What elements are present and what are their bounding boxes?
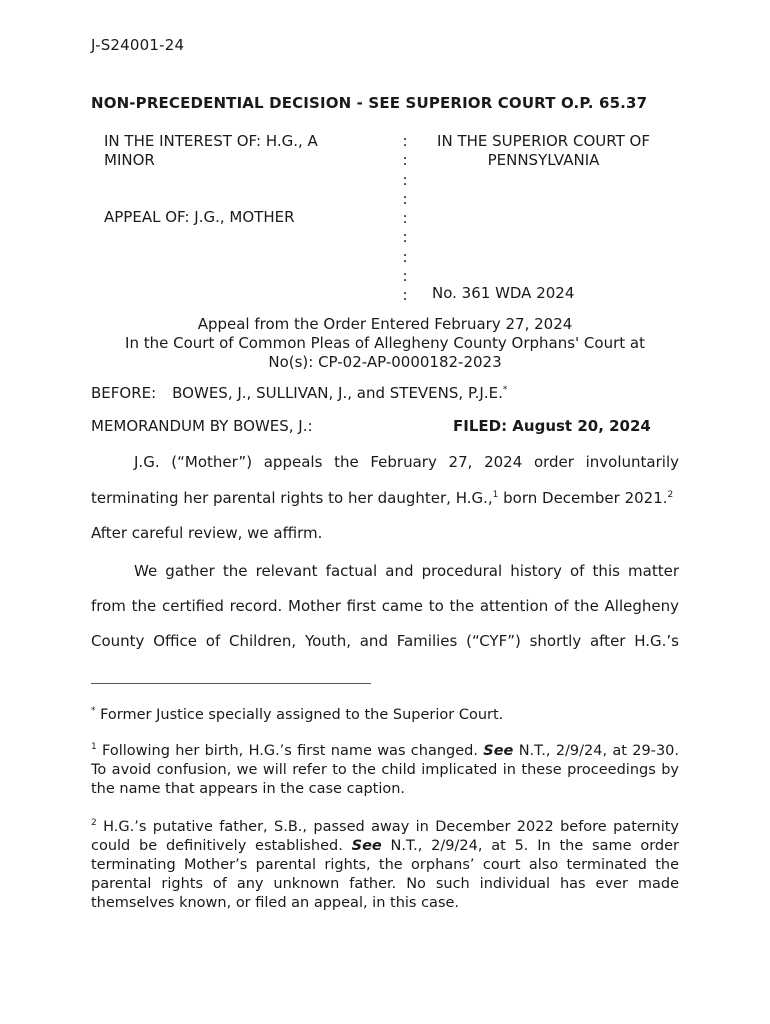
body-line-4-text: We gather the relevant factual and procedural history of this matter: [134, 562, 679, 580]
caption-party: [104, 132, 318, 170]
colon: :: [402, 151, 408, 170]
footnote-1-see: See: [483, 743, 514, 759]
body-line-6-text: County Office of Children, Youth, and Families (“CYF”) shortly after H.G.’s: [91, 632, 679, 650]
court-name-line1: IN THE SUPERIOR COURT OF: [437, 132, 650, 150]
footnote-star: [91, 706, 679, 725]
body-line-4: [91, 562, 679, 580]
memorandum-by: MEMORANDUM BY BOWES, J.:: [91, 417, 313, 435]
footnote-ref-2[interactable]: 2: [667, 490, 674, 500]
colon: :: [402, 132, 408, 150]
colon: :: [402, 189, 408, 208]
before-label: BEFORE:: [91, 384, 157, 402]
footnote-2-see: See: [351, 838, 382, 854]
colon: :: [402, 209, 408, 228]
footnote-2-text-b: N.T., 2/9/24, at 5. In the same order terminating Mother’s parental rights, the orphans’ court also terminated the parental rights of any unknown father. No such individual has ever made themselves known, or filed an appeal, in this case.: [91, 838, 679, 911]
document-id: J-S24001-24: [91, 36, 185, 54]
judges-list: BOWES, J., SULLIVAN, J., and STEVENS, P.J.E.: [172, 384, 503, 402]
body-line-5: [91, 597, 679, 615]
colon: :: [402, 286, 408, 305]
caption-court: [422, 132, 665, 170]
body-line-2: [91, 489, 679, 507]
footnote-2-text-a: H.G.’s putative father, S.B., passed away in December 2022 before paternity could be definitively established.: [91, 819, 679, 854]
footnote-separator: [91, 683, 371, 684]
footnote-star-text: Former Justice specially assigned to the Superior Court.: [95, 707, 504, 723]
body-line-3: After careful review, we affirm.: [91, 524, 323, 542]
colon: :: [402, 170, 408, 189]
caption-colon-divider: [401, 132, 409, 306]
footnote-1-marker: 1: [91, 742, 97, 753]
footnote-marker-star[interactable]: *: [502, 385, 508, 395]
filed-date: FILED: August 20, 2024: [453, 417, 651, 435]
caption-appeal-of: APPEAL OF: J.G., MOTHER: [104, 208, 295, 226]
footnote-1: [91, 742, 679, 799]
caption-party-line2: MINOR: [104, 151, 155, 169]
before-panel: [91, 384, 507, 402]
appeal-from-block: [96, 315, 674, 372]
body-line-2-text-b: born December 2021.: [498, 489, 668, 507]
footnote-2-marker: 2: [91, 818, 97, 829]
court-name-line2: PENNSYLVANIA: [487, 151, 600, 169]
appeal-from-line2: In the Court of Common Pleas of Allegheny County Orphans' Court at: [125, 334, 645, 352]
body-line-2-text-a: terminating her parental rights to her daughter, H.G.,: [91, 489, 493, 507]
colon: :: [402, 228, 408, 247]
docket-number: No. 361 WDA 2024: [432, 284, 575, 302]
caption-party-line1: IN THE INTEREST OF: H.G., A: [104, 132, 318, 150]
footnote-1-text-a: Following her birth, H.G.’s first name was changed.: [96, 743, 484, 759]
appeal-from-line3: No(s): CP-02-AP-0000182-2023: [268, 353, 502, 371]
body-line-1: [91, 453, 679, 471]
footnote-star-marker: *: [91, 706, 96, 717]
footnote-1-text-b: N.T., 2/9/24, at 29-30. To avoid confusion, we will refer to the child implicated in these proceedings by the name that appears in the case caption.: [91, 743, 680, 797]
colon: :: [402, 267, 408, 286]
body-line-6: [91, 632, 679, 650]
body-line-5-text: from the certified record. Mother first came to the attention of the Allegheny: [91, 597, 679, 615]
body-line-1-text: J.G. (“Mother”) appeals the February 27, 2024 order involuntarily: [134, 453, 679, 471]
colon: :: [402, 247, 408, 266]
footnote-ref-1[interactable]: 1: [492, 490, 499, 500]
appeal-from-line1: Appeal from the Order Entered February 27, 2024: [197, 315, 573, 333]
decision-heading: NON-PRECEDENTIAL DECISION - SEE SUPERIOR COURT O.P. 65.37: [91, 94, 648, 112]
footnote-2: [91, 818, 679, 913]
